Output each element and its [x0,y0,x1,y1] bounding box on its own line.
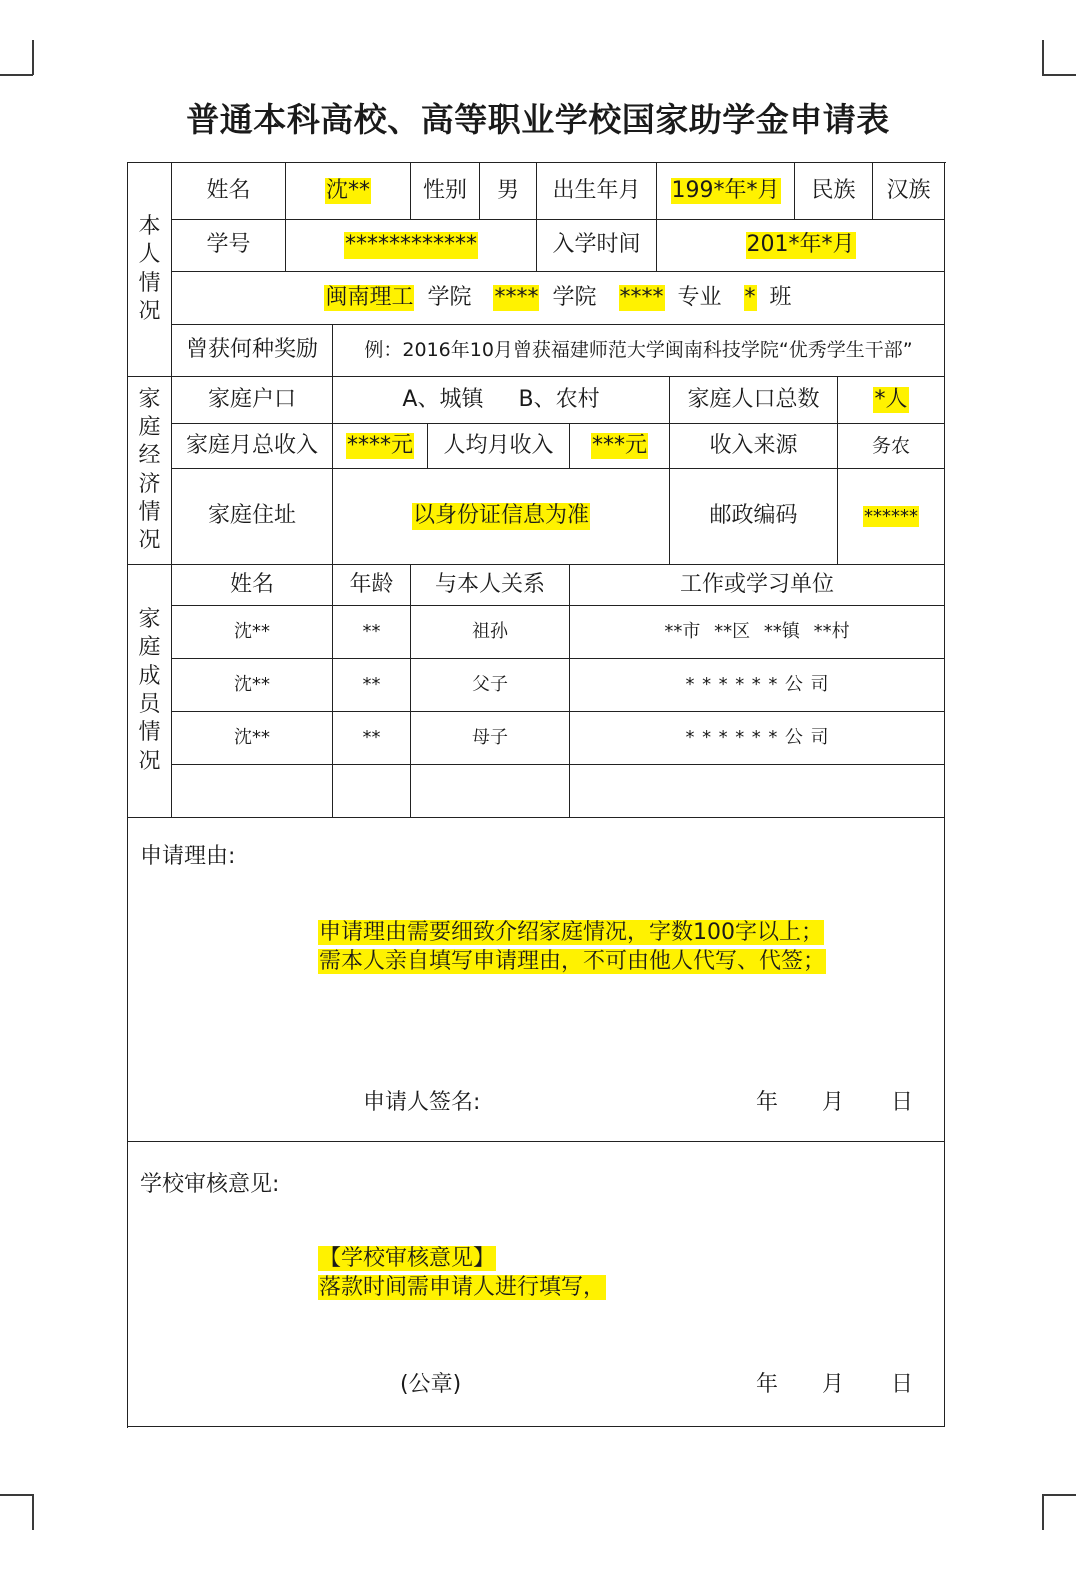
class-unit: 班 [769,284,792,310]
postal-code-value-cell [838,469,945,565]
hukou-options [333,377,670,424]
hukou-option-urban: A、城镇 [402,386,484,412]
crop-mark-bottom-right-vertical [1042,1494,1044,1530]
section-label-personal-text: 本人情况 [138,213,161,324]
postal-code-label: 邮政编码 [670,469,838,565]
member-header-age: 年龄 [333,565,411,606]
monthly-income-value-cell [333,424,428,469]
crop-mark-top-left-vertical [32,40,34,75]
crop-mark-top-right-vertical [1042,40,1044,75]
student-id-label: 学号 [172,220,286,272]
income-source-label: 收入来源 [670,424,838,469]
postal-code-value: ****** [864,505,918,527]
hukou-option-rural: B、农村 [518,386,600,412]
member-row-3-relation: 母子 [411,712,570,765]
ethnicity-label: 民族 [795,163,873,220]
document-title: 普通本科高校、高等职业学校国家助学金申请表 [186,100,890,139]
member-row-3-age: ** [333,712,411,765]
university-unit: 学院 [427,284,472,310]
crop-mark-top-left-horizontal [0,74,33,76]
member-row-4-relation-empty [411,765,570,818]
member-row-2-name: 沈** [172,659,333,712]
member-row-2-workplace: ******公司 [685,674,837,696]
school-review-notes [318,1244,606,1302]
class-value: * [744,284,756,310]
member-row-3-workplace: ******公司 [685,727,837,749]
enrollment-value-cell [657,220,945,272]
student-id-value-cell [286,220,537,272]
application-reason-note-line [318,947,826,976]
member-row-2-relation: 父子 [411,659,570,712]
monthly-income-label: 家庭月总收入 [172,424,333,469]
address-value: 以身份证信息为准 [412,503,589,529]
household-size-value-cell [838,377,945,424]
name-value-cell [286,163,411,220]
school-review-note-line [318,1244,606,1273]
school-line [172,272,945,325]
per-capita-income-value: ***元 [591,432,647,458]
birth-value-cell [657,163,795,220]
application-date-day: 日 [891,1090,914,1115]
member-row-1-name: 沈** [172,606,333,659]
birth-value: 199*年*月 [671,177,780,203]
household-size-value: *人 [874,386,908,412]
member-row-4-name-empty [172,765,333,818]
review-date-year: 年 [756,1372,779,1397]
application-reason-label: 申请理由: [140,844,236,869]
application-reason-notes [318,918,826,976]
gender-label: 性别 [411,163,480,220]
name-value: 沈** [325,177,370,203]
crop-mark-bottom-left-vertical [32,1494,34,1530]
school-review-note-1: 【学校审核意见】 [319,1246,496,1271]
member-row-4-workplace-empty [570,765,945,818]
school-review-section [128,1142,945,1427]
name-label: 姓名 [172,163,286,220]
gender-value: 男 [480,163,537,220]
review-date-month: 月 [822,1372,845,1397]
member-row-3-workplace-cell [570,712,945,765]
awards-value: 例：2016年10月曾获福建师范大学闽南科技学院“优秀学生干部” [333,325,945,377]
address-value-cell [333,469,670,565]
per-capita-income-label: 人均月收入 [428,424,570,469]
ethnicity-value: 汉族 [873,163,945,220]
member-row-1-age: ** [333,606,411,659]
crop-mark-bottom-left-horizontal [0,1494,33,1496]
member-header-relation: 与本人关系 [411,565,570,606]
application-reason-note-line [318,918,826,947]
member-header-name: 姓名 [172,565,333,606]
school-review-label: 学校审核意见: [140,1172,280,1197]
awards-label: 曾获何种奖励 [172,325,333,377]
school-review-note-2: 落款时间需申请人进行填写， [319,1275,606,1300]
official-seal-label: (公章) [400,1372,462,1397]
address-label: 家庭住址 [172,469,333,565]
birth-label: 出生年月 [537,163,657,220]
member-row-4-age-empty [333,765,411,818]
member-row-1-workplace-cell [570,606,945,659]
application-reason-note-1: 申请理由需要细致介绍家庭情况，字数100字以上； [319,920,823,945]
major-unit: 专业 [677,284,722,310]
member-row-3-name: 沈** [172,712,333,765]
application-reason-note-2: 需本人亲自填写申请理由，不可由他人代写、代签； [319,949,826,974]
enrollment-value: 201*年*月 [746,232,855,258]
section-label-family-members [128,565,172,818]
enrollment-label: 入学时间 [537,220,657,272]
college-value: **** [494,284,539,310]
section-label-personal [128,163,172,377]
section-label-family-members-text: 家庭成员情况 [138,607,161,774]
household-size-label: 家庭人口总数 [670,377,838,424]
major-value: **** [619,284,664,310]
student-id-value: ************ [345,232,477,258]
member-row-2-age: ** [333,659,411,712]
crop-mark-bottom-right-horizontal [1042,1494,1076,1496]
college-unit: 学院 [552,284,597,310]
crop-mark-top-right-horizontal [1042,74,1076,76]
per-capita-income-value-cell [570,424,670,469]
hukou-label: 家庭户口 [172,377,333,424]
member-row-1-workplace: **市 **区 **镇 **村 [664,621,850,643]
section-label-family-economy [128,377,172,565]
member-row-2-workplace-cell [570,659,945,712]
monthly-income-value: ****元 [346,432,413,458]
income-source-value: 务农 [838,424,945,469]
application-date-year: 年 [756,1090,779,1115]
application-form-table [127,162,946,1428]
application-reason-section [128,818,945,1142]
member-row-1-relation: 祖孙 [411,606,570,659]
university-value: 闽南理工 [325,284,414,310]
review-date-day: 日 [891,1372,914,1397]
school-review-note-line [318,1273,606,1302]
member-header-workplace: 工作或学习单位 [570,565,945,606]
applicant-signature-label: 申请人签名: [363,1090,481,1115]
application-date-month: 月 [822,1090,845,1115]
section-label-family-economy-text: 家庭经济情况 [138,386,161,554]
